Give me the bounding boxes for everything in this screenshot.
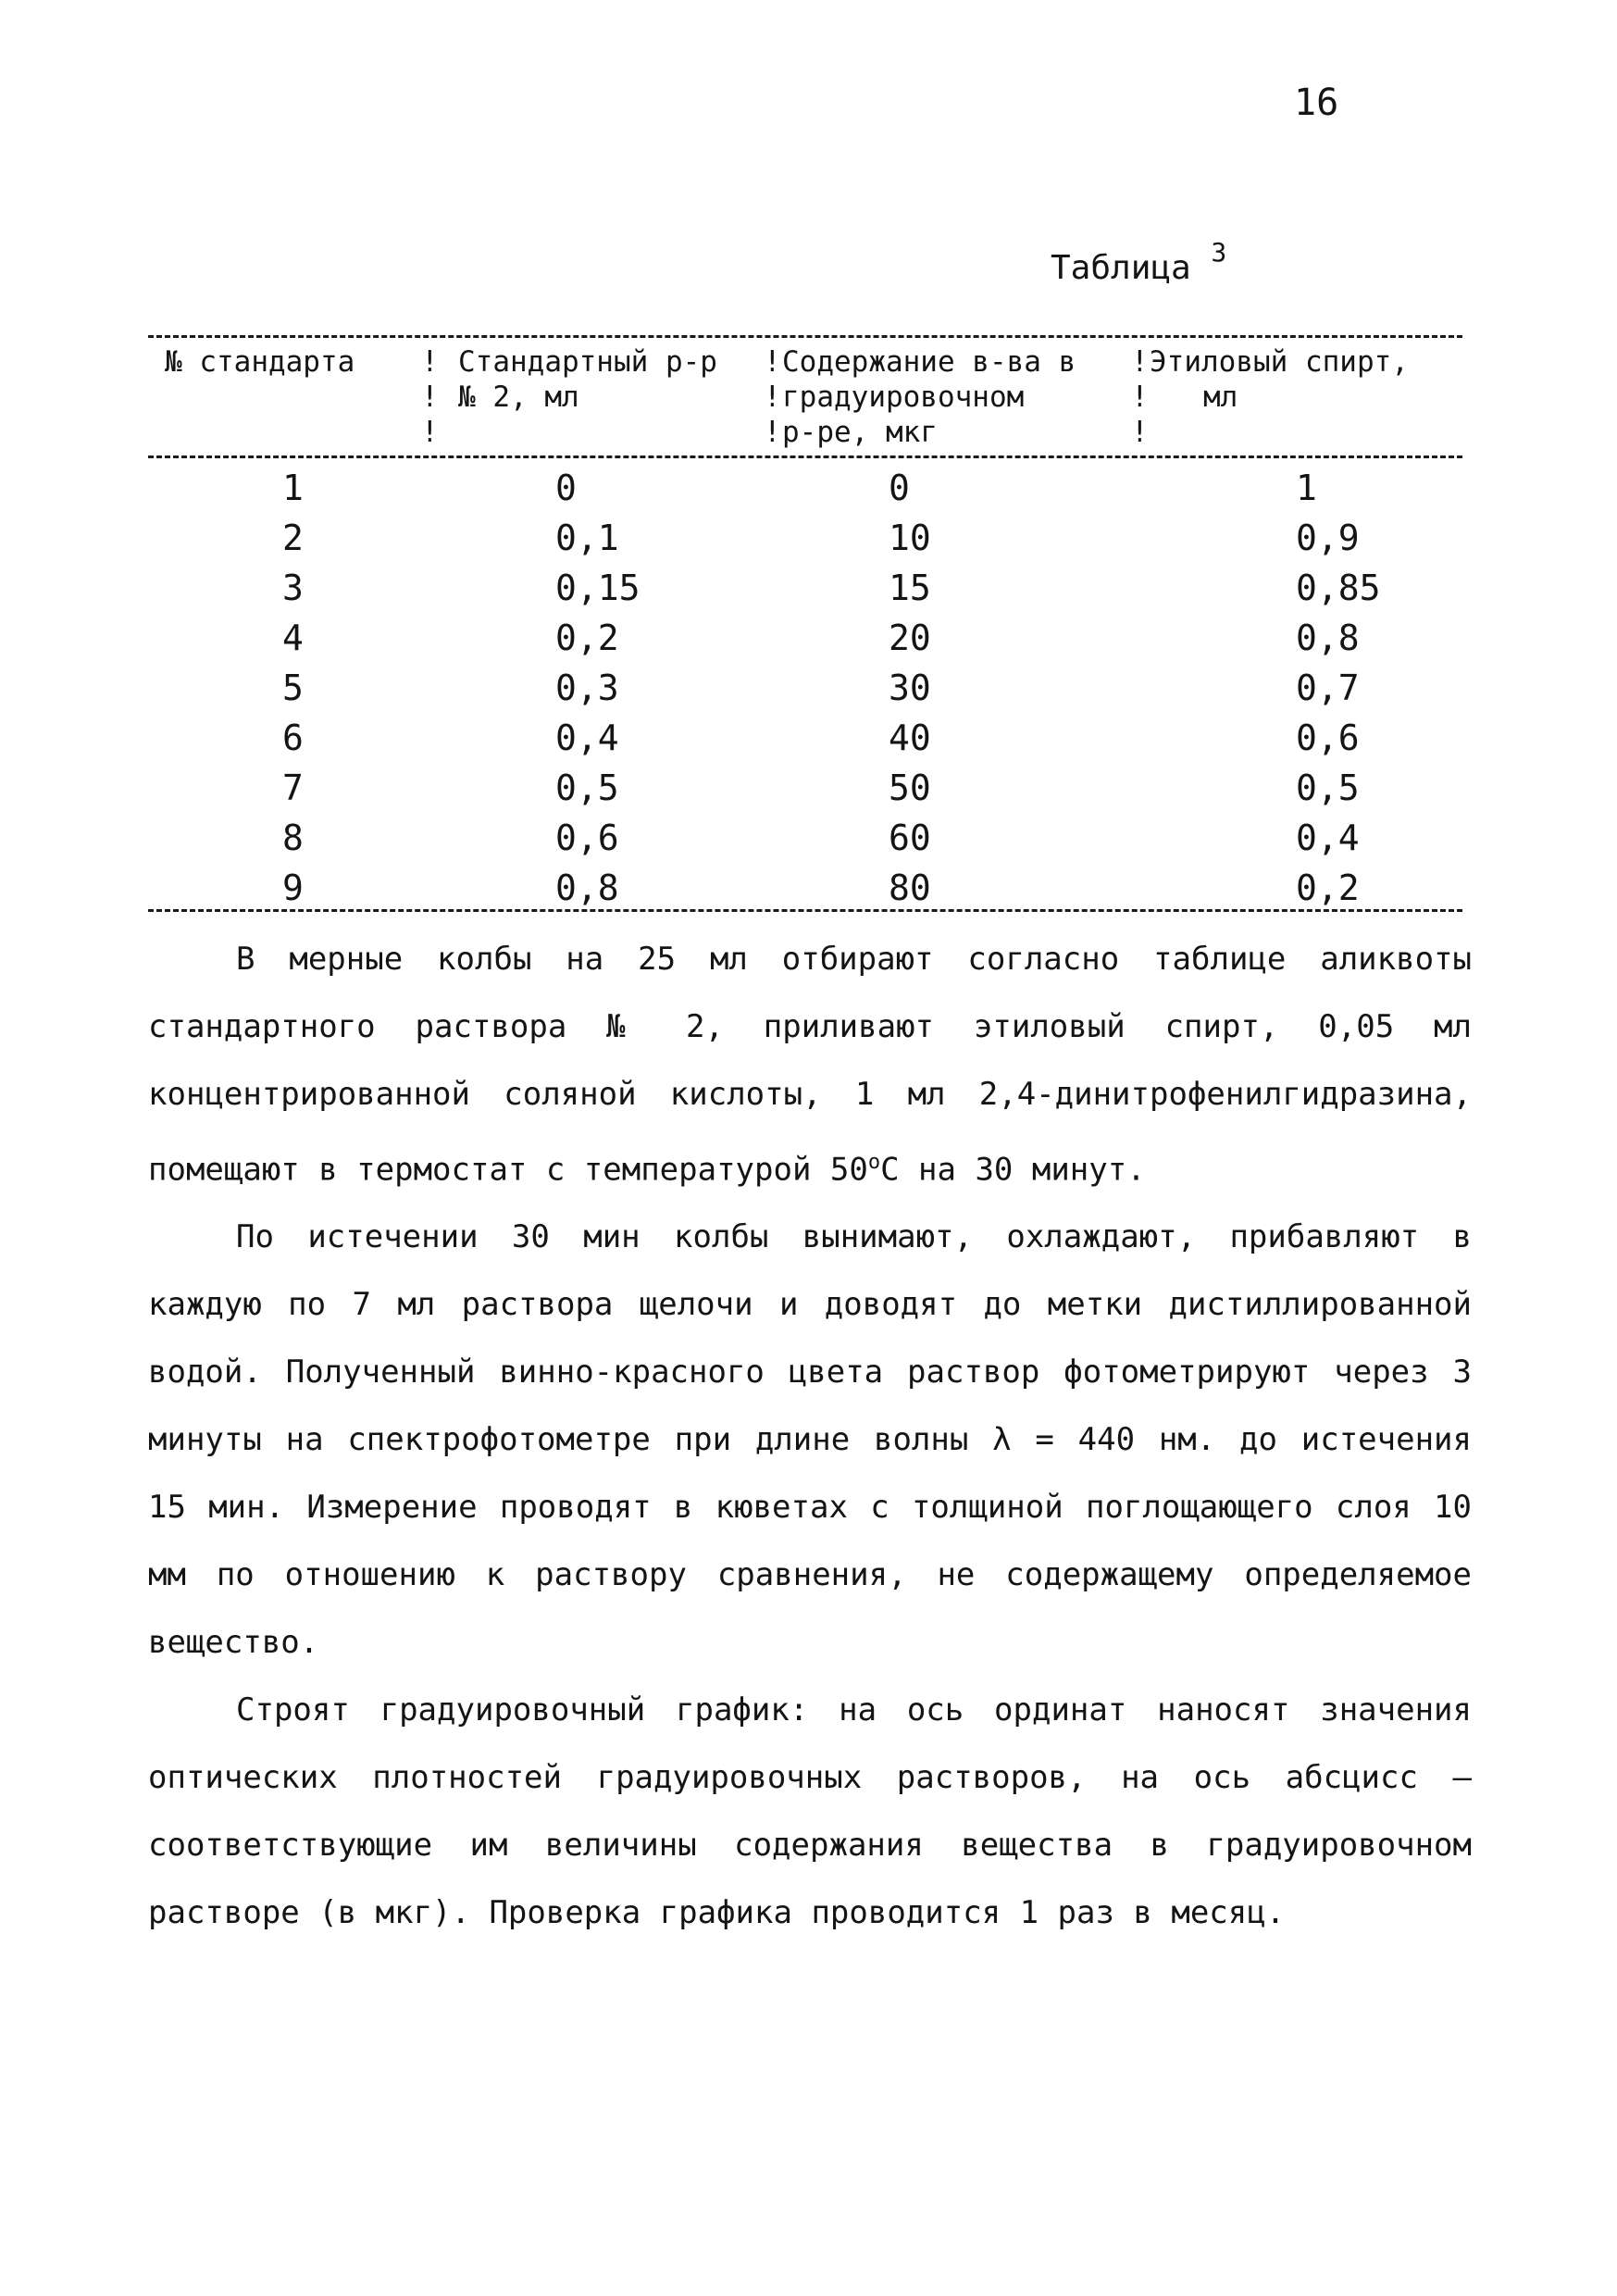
row-standard-solution: 0,8 bbox=[555, 867, 619, 908]
header-col2-line2: № 2, мл bbox=[458, 381, 579, 414]
table-body bbox=[148, 463, 1462, 913]
header-col2-line1: Стандартный р-р bbox=[458, 345, 717, 379]
row-standard-number: 7 bbox=[282, 767, 304, 808]
row-standard-solution: 0,5 bbox=[555, 767, 619, 808]
row-ethanol: 0,8 bbox=[1296, 618, 1360, 658]
header-col3-line1: Содержание в-ва в bbox=[782, 345, 1076, 379]
table-caption-number: 3 bbox=[1211, 237, 1227, 268]
row-standard-solution: 0,4 bbox=[555, 718, 619, 758]
row-content: 15 bbox=[889, 568, 931, 608]
row-standard-number: 6 bbox=[282, 718, 304, 758]
row-content: 30 bbox=[889, 668, 931, 708]
degree-superscript: о bbox=[867, 1151, 881, 1174]
paragraph-2: По истечении 30 мин колбы вынимают, охлаждают, прибавляют в каждую по 7 мл раствора щелочи и доводят до метки дистиллированной водой. Полученный винно-красного цвета раствор фотометрируют через 3 минуты на спектрофотометре при длине волны λ = 440 нм. до истечения 15 мин. Измерение проводят в кюветах с толщиной поглощающего слоя 10 мм по отношению к раствору сравнения, не содержащему определяемое вещество. bbox=[148, 1218, 1472, 1662]
row-content: 60 bbox=[889, 817, 931, 858]
header-col1: № стандарта bbox=[165, 345, 355, 379]
header-separator: ! ! ! bbox=[1131, 345, 1149, 449]
row-ethanol: 0,2 bbox=[1296, 867, 1360, 908]
row-standard-solution: 0,3 bbox=[555, 668, 619, 708]
row-standard-number: 3 bbox=[282, 568, 304, 608]
header-col3-line2: градуировочном bbox=[782, 381, 1025, 414]
table-row bbox=[148, 663, 1462, 713]
row-ethanol: 0,6 bbox=[1296, 718, 1360, 758]
header-bottom-rule bbox=[148, 455, 1462, 458]
row-standard-number: 1 bbox=[282, 468, 304, 508]
table-bottom-rule bbox=[148, 909, 1462, 912]
row-ethanol: 0,4 bbox=[1296, 817, 1360, 858]
row-standard-solution: 0,6 bbox=[555, 817, 619, 858]
paragraph-1 bbox=[148, 926, 1472, 1204]
row-content: 50 bbox=[889, 767, 931, 808]
row-standard-number: 4 bbox=[282, 618, 304, 658]
header-col4-line1: Этиловый спирт, bbox=[1150, 345, 1409, 379]
table-caption bbox=[1051, 237, 1227, 287]
row-ethanol: 0,85 bbox=[1296, 568, 1381, 608]
row-standard-solution: 0,1 bbox=[555, 518, 619, 558]
table-row bbox=[148, 713, 1462, 763]
page-number: 16 bbox=[1294, 81, 1339, 124]
row-standard-solution: 0,2 bbox=[555, 618, 619, 658]
paragraph-1-end: С на 30 минут. bbox=[880, 1151, 1146, 1189]
row-content: 20 bbox=[889, 618, 931, 658]
row-standard-solution: 0,15 bbox=[555, 568, 641, 608]
row-content: 80 bbox=[889, 867, 931, 908]
table-row bbox=[148, 813, 1462, 863]
row-ethanol: 1 bbox=[1296, 468, 1317, 508]
table-row bbox=[148, 863, 1462, 913]
header-col3-line3: р-ре, мкг bbox=[782, 416, 938, 449]
paragraph-1-text: В мерные колбы на 25 мл отбирают согласно таблице аликвоты стандартного раствора № 2, приливают этиловый спирт, 0,05 мл концентрированной соляной кислоты, 1 мл 2,4-динитрофенилгидразина, помещают в термостат с температурой 50 bbox=[148, 941, 1472, 1189]
row-standard-number: 2 bbox=[282, 518, 304, 558]
table-row bbox=[148, 763, 1462, 813]
table-caption-label: Таблица bbox=[1051, 249, 1191, 287]
body-text bbox=[148, 926, 1472, 1947]
row-standard-number: 9 bbox=[282, 867, 304, 908]
row-standard-solution: 0 bbox=[555, 468, 577, 508]
table-top-rule bbox=[148, 335, 1462, 338]
row-ethanol: 0,9 bbox=[1296, 518, 1360, 558]
header-separator: ! ! ! bbox=[764, 345, 781, 449]
row-content: 40 bbox=[889, 718, 931, 758]
header-col4-line2: мл bbox=[1203, 381, 1238, 414]
row-content: 10 bbox=[889, 518, 931, 558]
row-content: 0 bbox=[889, 468, 910, 508]
row-standard-number: 8 bbox=[282, 817, 304, 858]
header-separator: ! ! ! bbox=[421, 345, 439, 449]
row-ethanol: 0,7 bbox=[1296, 668, 1360, 708]
row-standard-number: 5 bbox=[282, 668, 304, 708]
table-row bbox=[148, 563, 1462, 613]
paragraph-3: Строят градуировочный график: на ось ординат наносят значения оптических плотностей градуировочных растворов, на ось абсцисс – соответствующие им величины содержания вещества в градуировочном растворе (в мкг). Проверка графика проводится 1 раз в месяц. bbox=[148, 1691, 1472, 1932]
table-row bbox=[148, 613, 1462, 663]
table-row bbox=[148, 463, 1462, 513]
table-row bbox=[148, 513, 1462, 563]
row-ethanol: 0,5 bbox=[1296, 767, 1360, 808]
